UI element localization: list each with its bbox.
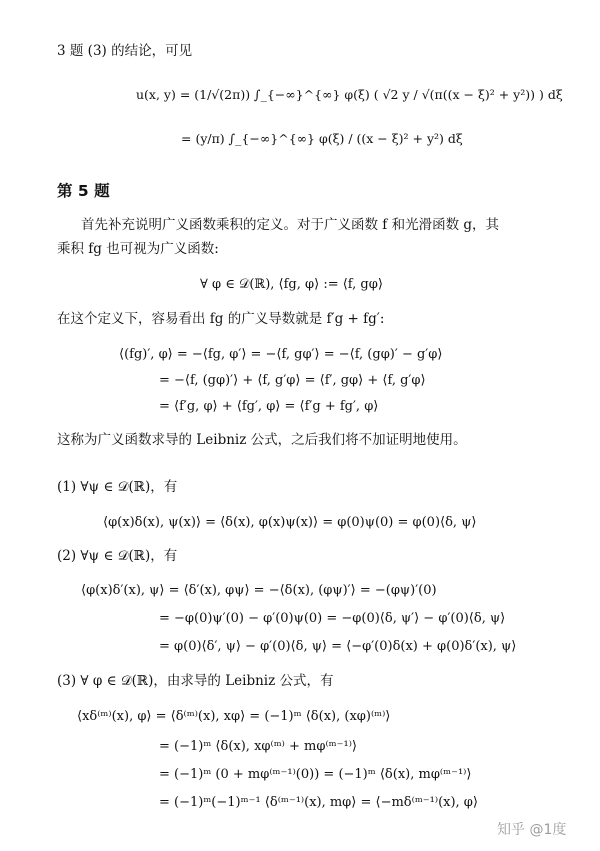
part-2-equation-line-1: ⟨φ(x)δ′(x), ψ⟩ = ⟨δ′(x), φψ⟩ = −⟨δ(x), (φψ)′⟩ = −(φψ)′(0) <box>81 583 437 598</box>
paragraph-1-line-1: 首先补充说明广义函数乘积的定义。对于广义函数 f 和光滑函数 g，其 <box>81 217 500 233</box>
watermark: 知乎 @1度 <box>497 822 567 838</box>
part-3-equation-line-1: ⟨xδ⁽ᵐ⁾(x), φ⟩ = ⟨δ⁽ᵐ⁾(x), xφ⟩ = (−1)ᵐ ⟨δ(x), (xφ)⁽ᵐ⁾⟩ <box>77 709 391 724</box>
paragraph-2: 在这个定义下，容易看出 fg 的广义导数就是 f′g + fg′: <box>57 311 385 327</box>
section-heading: 第 5 题 <box>57 182 110 200</box>
definition-equation: ∀ φ ∈ 𝒟(ℝ), ⟨fg, φ⟩ := ⟨f, gφ⟩ <box>200 277 383 292</box>
intro-text: 3 题 (3) 的结论，可见 <box>57 43 193 59</box>
part-3-equation-line-4: = (−1)ᵐ(−1)ᵐ⁻¹ ⟨δ⁽ᵐ⁻¹⁾(x), mφ⟩ = ⟨−mδ⁽ᵐ⁻¹⁾(x), φ⟩ <box>159 795 478 810</box>
part-2-label: (2) ∀ψ ∈ 𝒟(ℝ)，有 <box>57 548 178 564</box>
part-1-label: (1) ∀ψ ∈ 𝒟(ℝ)，有 <box>57 479 178 495</box>
part-1-equation: ⟨φ(x)δ(x), ψ(x)⟩ = ⟨δ(x), φ(x)ψ(x)⟩ = φ(0)ψ(0) = φ(0)⟨δ, ψ⟩ <box>103 515 477 530</box>
part-2-equation-line-2: = −φ(0)ψ′(0) − φ′(0)ψ(0) = −φ(0)⟨δ, ψ′⟩ − φ′(0)⟨δ, ψ⟩ <box>159 611 506 626</box>
part-3-equation-line-2: = (−1)ᵐ ⟨δ(x), xφ⁽ᵐ⁾ + mφ⁽ᵐ⁻¹⁾⟩ <box>159 739 357 754</box>
paragraph-3: 这称为广义函数求导的 Leibniz 公式，之后我们将不加证明地使用。 <box>57 432 467 448</box>
equation-u-line-2: = (y/π) ∫_{−∞}^{∞} φ(ξ) / ((x − ξ)² + y²) dξ <box>181 131 463 146</box>
part-3-label: (3) ∀ φ ∈ 𝒟(ℝ)，由求导的 Leibniz 公式，有 <box>57 673 334 689</box>
derivative-equation-line-2: = −⟨f, (gφ)′⟩ + ⟨f, g′φ⟩ = ⟨f′, gφ⟩ + ⟨f, g′φ⟩ <box>159 373 426 388</box>
part-3-equation-line-3: = (−1)ᵐ (0 + mφ⁽ᵐ⁻¹⁾(0)) = (−1)ᵐ ⟨δ(x), mφ⁽ᵐ⁻¹⁾⟩ <box>159 767 472 782</box>
paragraph-1-line-2: 乘积 fg 也可视为广义函数: <box>57 241 219 257</box>
derivative-equation-line-3: = ⟨f′g, φ⟩ + ⟨fg′, φ⟩ = ⟨f′g + fg′, φ⟩ <box>159 399 379 414</box>
derivative-equation-line-1: ⟨(fg)′, φ⟩ = −⟨fg, φ′⟩ = −⟨f, gφ′⟩ = −⟨f, (gφ)′ − g′φ⟩ <box>119 347 443 362</box>
part-2-equation-line-3: = φ(0)⟨δ′, ψ⟩ − φ′(0)⟨δ, ψ⟩ = ⟨−φ′(0)δ(x) + φ(0)δ′(x), ψ⟩ <box>159 639 517 654</box>
equation-u-line-1: u(x, y) = (1/√(2π)) ∫_{−∞}^{∞} φ(ξ) ( √2 y / √(π((x − ξ)² + y²)) ) dξ <box>136 87 563 102</box>
